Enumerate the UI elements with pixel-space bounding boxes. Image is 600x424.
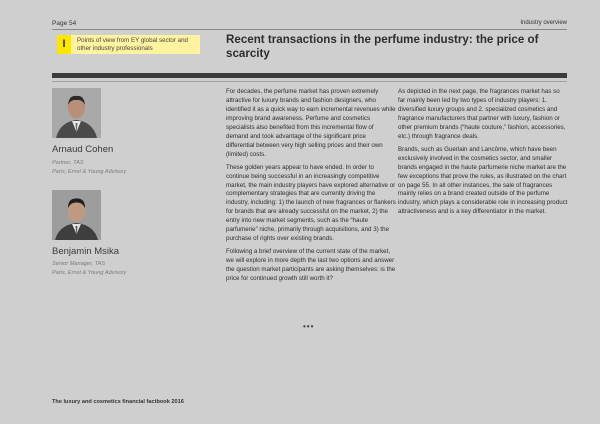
portrait-photo-1 — [52, 88, 101, 138]
section-label: Industry overview — [520, 20, 567, 26]
title-rule-thin — [52, 81, 567, 82]
page-title: Recent transactions in the perfume industry: the price of scarcity — [226, 33, 539, 60]
person-name-1: Arnaud Cohen — [52, 144, 114, 155]
paragraph: As depicted in the next page, the fragrances market has so far mainly been led by two types of industry players: 1. diversified luxury groups and 2. specialized cosmetics and fragrance manufacturers that partner with luxury, fashion or other premium brands (“haute couture,” fashion, accessories, etc.) through fragrance deals. — [398, 88, 566, 140]
person-company-1: Paris, Ernst & Young Advisory — [52, 169, 127, 175]
body-column-1 — [226, 88, 396, 288]
paragraph: These golden years appear to have ended. In order to continue being successful in an increasingly competitive market, the main industry players have explored alternative or complementary strategies that are currently driving the industry, including: 1) the launch of new fragrances or flankers for brands that are already successful on the market, 2) the entry into new market segments, such as the “haute parfumerie” niche, primarily through acquisitions, and 3) the purchase of rights over existing brands. — [226, 163, 396, 243]
body-column-2 — [398, 88, 568, 221]
person-company-2: Paris, Ernst & Young Advisory — [52, 270, 127, 276]
paragraph: Brands, such as Guerlain and Lancôme, which have been exclusively involved in the cosmetics sector, and smaller brands engaged in the haute parfumerie niche market are the few exceptions that prove the rules, as illustrated on the chart on page 55. In all other instances, the sale of fragrances mainly relies on a brand created outside of the perfume industry, which plays a considerable role in increasing product attractiveness and is a key differentiator in the market. — [398, 145, 568, 216]
callout-number: I — [57, 35, 71, 54]
paragraph: Following a brief overview of the current state of the market, we will explore in more depth the last two options and answer the question market participants are asking themselves: is the price for continued growth still worth it? — [226, 248, 396, 283]
portrait-photo-2 — [52, 190, 101, 240]
person-role-2 — [52, 260, 126, 278]
person-title-1: Partner, TAS — [52, 160, 84, 166]
section-separator: ••• — [303, 322, 315, 331]
person-name-2: Benjamin Msika — [52, 246, 120, 257]
person-role-1 — [52, 159, 126, 177]
callout-box — [57, 35, 200, 54]
paragraph: For decades, the perfume market has proven extremely attractive for luxury brands and fashion designers, who identified it as a quick way to earn incremental revenues while improving brand awareness. Perfume and cosmetics specialists also benefited from this incremental flow of demand and took advantage of the significant price differential between very high selling prices and their own (limited) costs. — [226, 88, 396, 158]
title-rule-thick — [52, 73, 567, 78]
page-number: Page 54 — [52, 20, 77, 27]
callout-text: Points of view from EY global sector and other industry professionals — [77, 37, 188, 52]
footer-title: The luxury and cosmetics financial factbook 2016 — [52, 399, 184, 405]
header-rule — [52, 29, 567, 30]
person-title-2: Senior Manager, TAS — [52, 261, 106, 267]
